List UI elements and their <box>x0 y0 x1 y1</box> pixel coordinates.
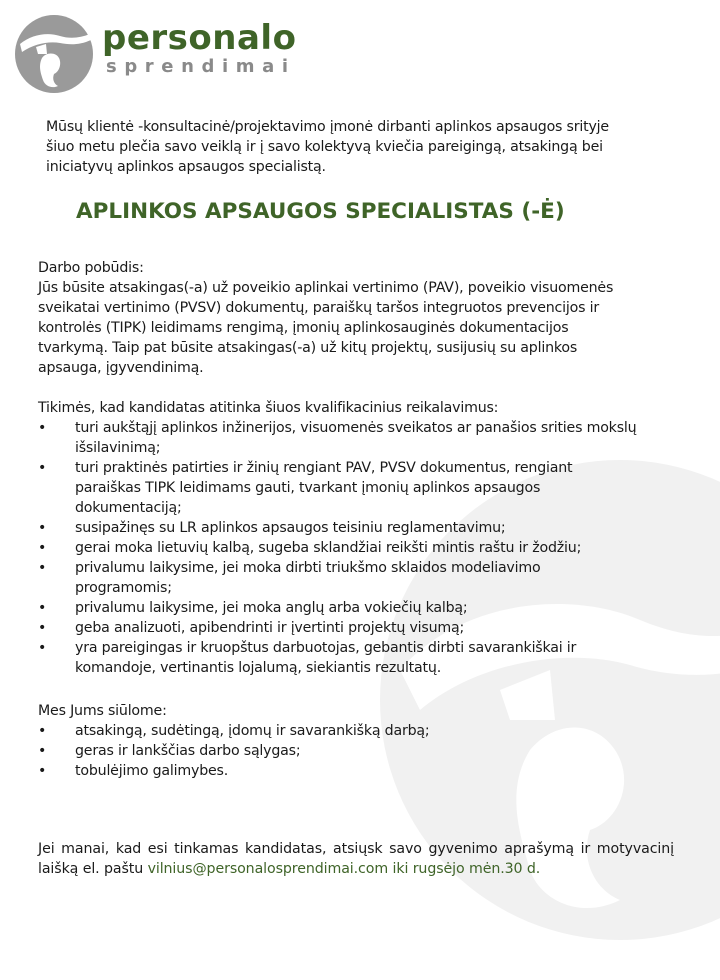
work-section <box>38 258 638 378</box>
list-item: • turi aukštąjį aplinkos inžinerijos, visuomenės sveikatos ar panašios srities mokslų išsilavinimą; <box>38 418 638 458</box>
list-item: • turi praktinės patirties ir žinių rengiant PAV, PVSV dokumentus, rengiant paraiškas TIPK leidimams gauti, tvarkant įmonių aplinkos apsaugos dokumentaciją; <box>38 458 638 518</box>
contact-text: Jei manai, kad esi tinkamas kandidatas, atsiųsk savo gyvenimo aprašymą ir motyvacinį laišką el. paštu <box>38 841 674 877</box>
list-item: • gerai moka lietuvių kalbą, sugeba sklandžiai reikšti mintis raštu ir žodžiu; <box>38 538 638 558</box>
list-item: • tobulėjimo galimybes. <box>38 761 638 781</box>
contact-email-link[interactable]: vilnius@personalosprendimai.com <box>147 861 389 877</box>
offer-section <box>38 701 638 781</box>
offer-heading: Mes Jums siūlome: <box>38 703 167 719</box>
job-title: APLINKOS APSAUGOS SPECIALISTAS (-Ė) <box>76 199 565 224</box>
intro-paragraph: Mūsų klientė -konsultacinė/projektavimo įmonė dirbanti aplinkos apsaugos srityje šiuo metu plečia savo veiklą ir į savo kolektyvą kviečia pareigingą, atsakingą bei iniciatyvų aplinkos apsaugos specialistą. <box>46 119 609 175</box>
requirements-heading: Tikimės, kad kandidatas atitinka šiuos kvalifikacinius reikalavimus: <box>38 400 499 416</box>
logo-subtitle: sprendimai <box>106 56 296 77</box>
contact-paragraph <box>38 839 674 879</box>
offer-list <box>38 721 638 781</box>
requirements-section <box>38 398 638 678</box>
company-logo <box>14 14 314 94</box>
work-heading: Darbo pobūdis: <box>38 260 144 276</box>
logo-tree-face-icon <box>14 14 94 94</box>
work-description: Jūs būsite atsakingas(-a) už poveikio aplinkai vertinimo (PAV), poveikio visuomenės sveikatai vertinimo (PVSV) dokumentų, paraiškų taršos integruotos prevencijos ir kontrolės (TIPK) leidimams rengimą, įmonių aplinkosauginės dokumentacijos tvarkymą. Taip pat būsite atsakingas(-a) už kitų projektų, susijusių su aplinkos apsauga, įgyvendinimą. <box>38 280 614 376</box>
logo-name: personalo <box>102 18 297 58</box>
list-item: • privalumu laikysime, jei moka anglų arba vokiečių kalbą; <box>38 598 638 618</box>
requirements-list <box>38 418 638 678</box>
list-item: • susipažinęs su LR aplinkos apsaugos teisiniu reglamentavimu; <box>38 518 638 538</box>
list-item: • yra pareigingas ir kruopštus darbuotojas, gebantis dirbti savarankiškai ir komandoje, vertinantis lojalumą, siekiantis rezultatų. <box>38 638 638 678</box>
application-deadline: iki rugsėjo mėn.30 d. <box>392 861 541 877</box>
list-item: • geba analizuoti, apibendrinti ir įvertinti projektų visumą; <box>38 618 638 638</box>
list-item: • privalumu laikysime, jei moka dirbti triukšmo sklaidos modeliavimo programomis; <box>38 558 638 598</box>
list-item: • geras ir lankščias darbo sąlygas; <box>38 741 638 761</box>
list-item: • atsakingą, sudėtingą, įdomų ir savarankišką darbą; <box>38 721 638 741</box>
